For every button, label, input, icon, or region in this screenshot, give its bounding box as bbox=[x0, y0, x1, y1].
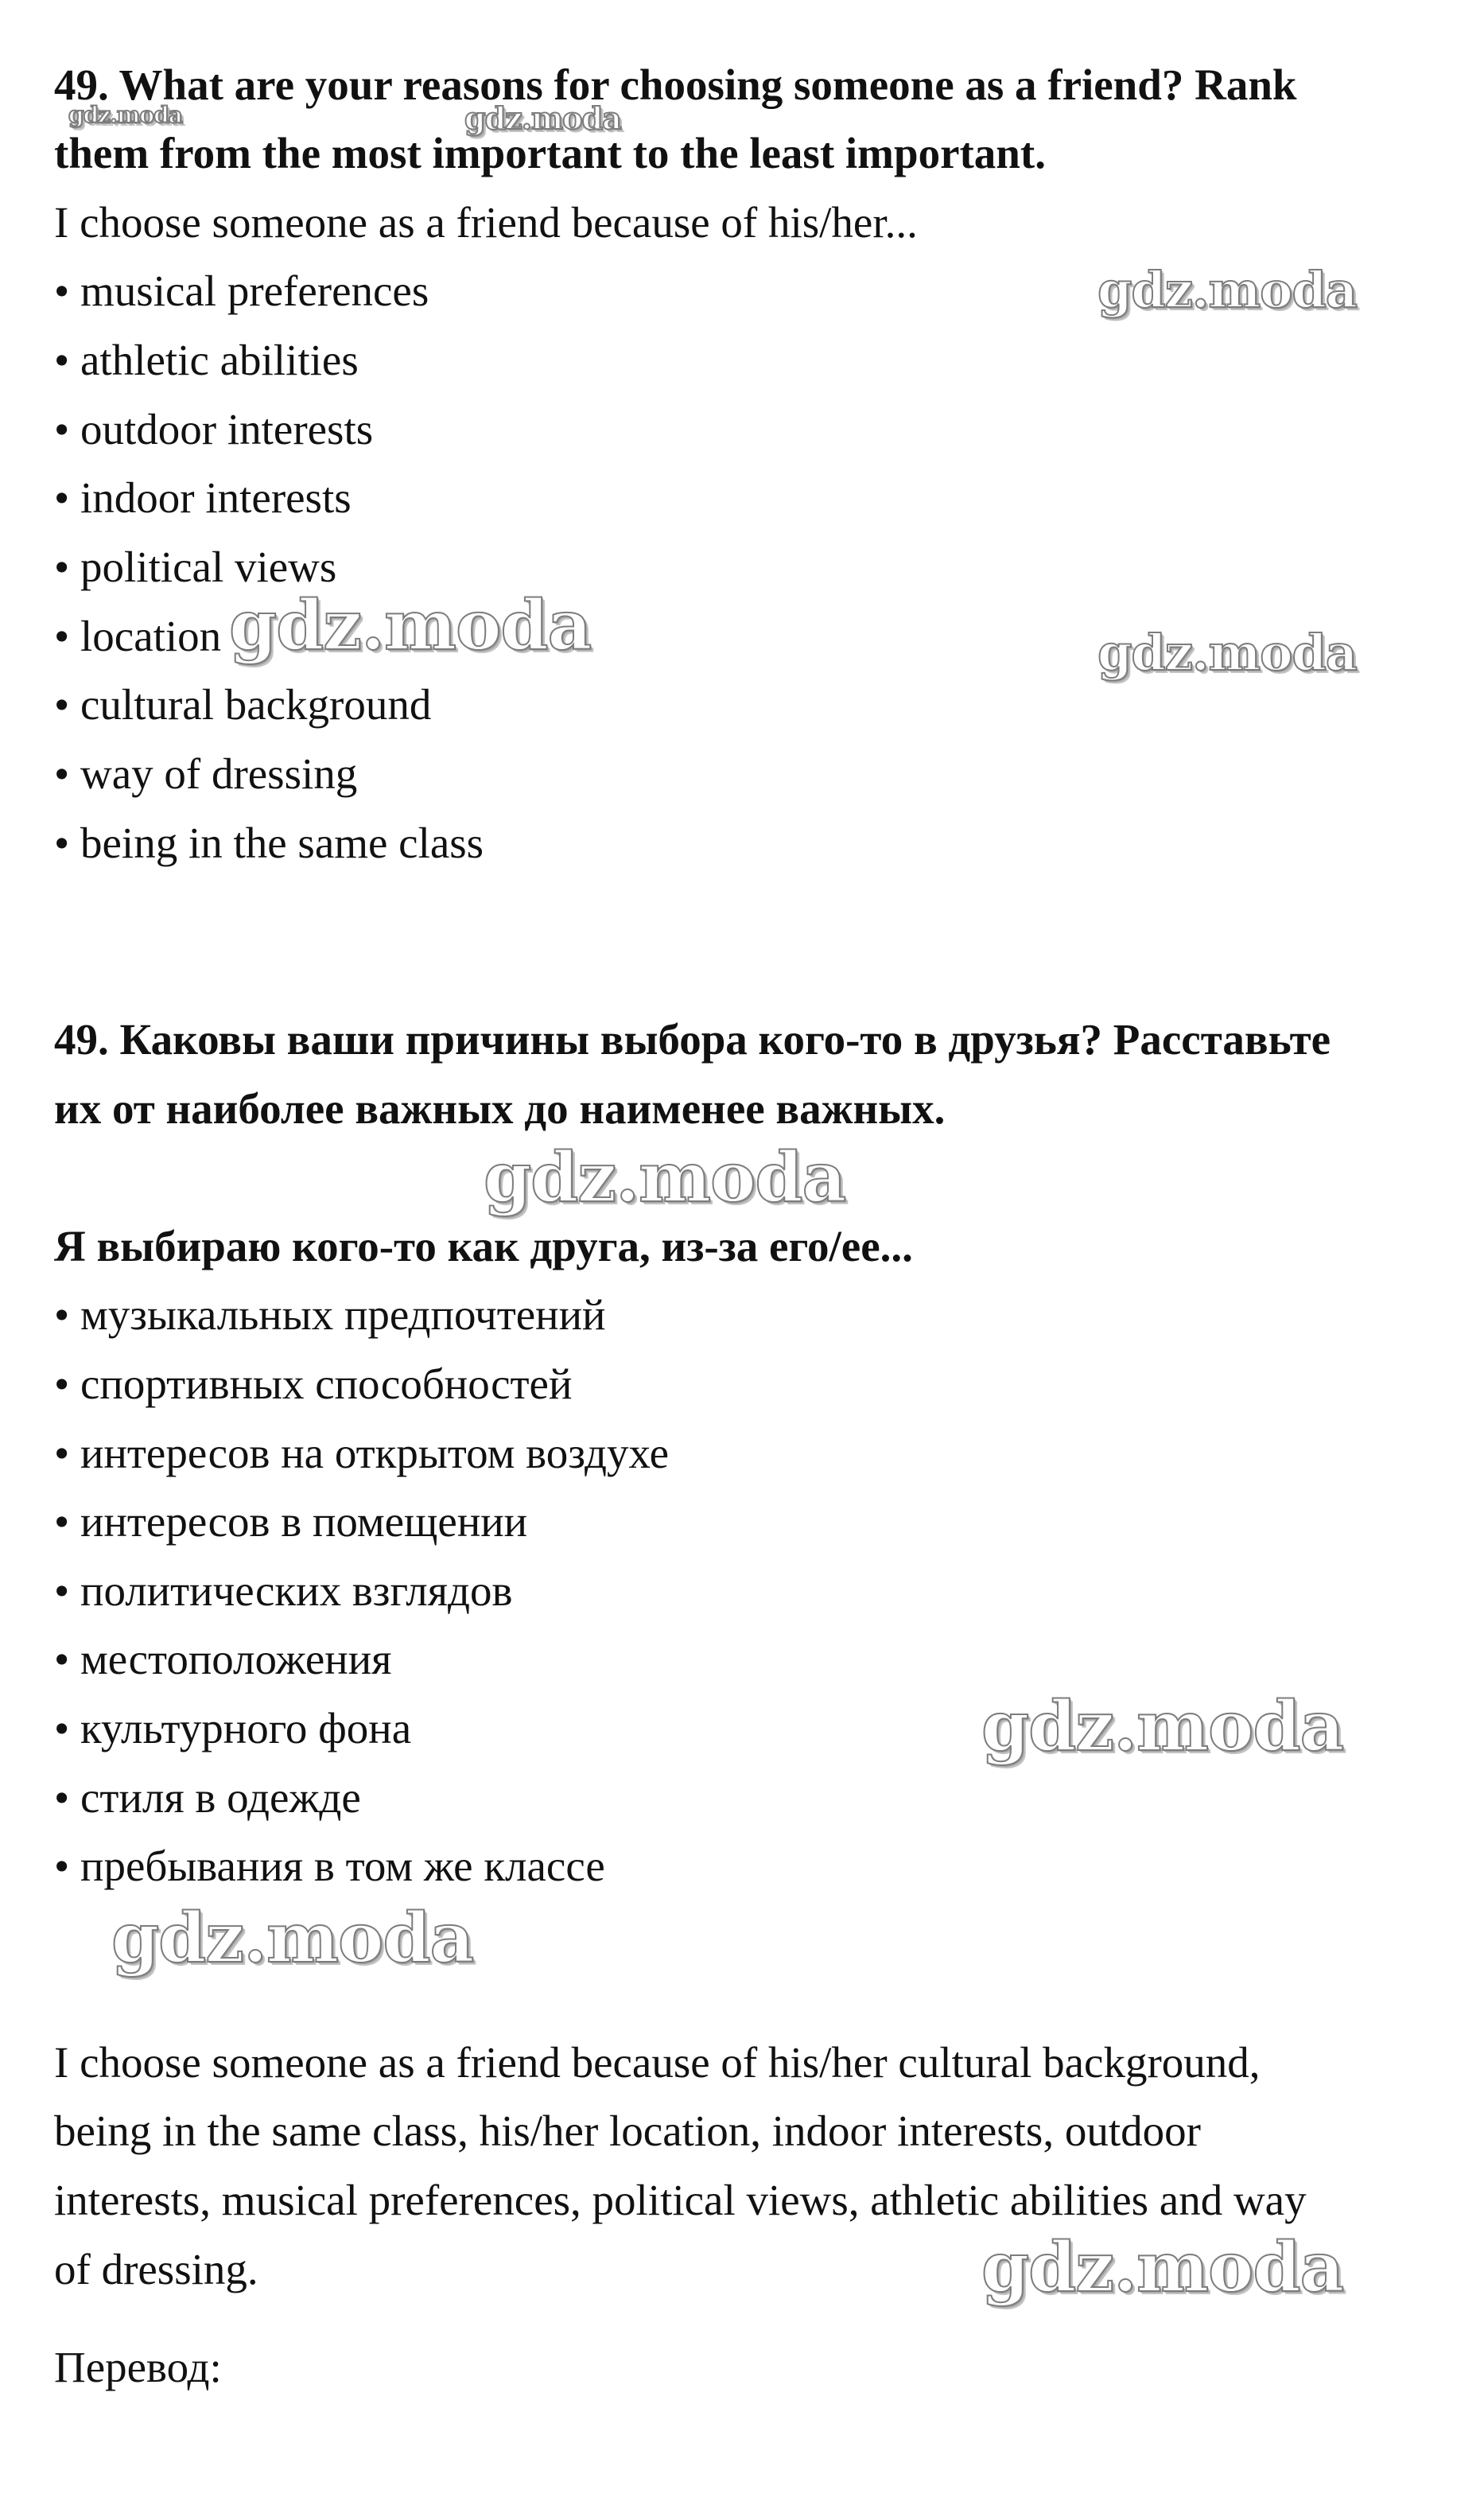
english-heading-line2: them from the most important to the least important. bbox=[54, 129, 1046, 177]
russian-list-item: • местоположения bbox=[54, 1635, 392, 1683]
english-heading-line1: 49. What are your reasons for choosing someone as a friend? Rank bbox=[54, 60, 1297, 109]
russian-list-item: • музыкальных предпочтений bbox=[54, 1290, 606, 1339]
russian-list-item: • интересов на открытом воздухе bbox=[54, 1429, 669, 1477]
english-list-item: • way of dressing bbox=[54, 749, 358, 798]
english-list-item: • musical preferences bbox=[54, 266, 429, 315]
english-intro: I choose someone as a friend because of his/her... bbox=[54, 198, 918, 247]
russian-list-item: • пребывания в том же классе bbox=[54, 1842, 605, 1890]
english-list-item: • political views bbox=[54, 543, 337, 591]
russian-list-item: • политических взглядов bbox=[54, 1566, 513, 1615]
russian-list-item: • интересов в помещении bbox=[54, 1497, 528, 1546]
watermark-logo: gdz.moda bbox=[1097, 261, 1357, 319]
russian-heading-line2: их от наиболее важных до наименее важных. bbox=[54, 1084, 946, 1133]
watermark-logo: gdz.moda bbox=[1097, 624, 1357, 682]
russian-heading-line1: 49. Каковы ваши причины выбора кого-то в друзья? Расставьте bbox=[54, 1015, 1331, 1064]
translation-label: Перевод: bbox=[54, 2343, 222, 2391]
watermark-logo: gdz.moda bbox=[111, 1898, 474, 1978]
watermark-logo: gdz.moda bbox=[484, 1138, 846, 1218]
watermark-logo: gdz.moda bbox=[981, 1686, 1344, 1767]
russian-intro: Я выбираю кого-то как друга, из-за его/ее... bbox=[54, 1222, 913, 1270]
russian-list-item: • культурного фона bbox=[54, 1704, 412, 1752]
english-list-item: • indoor interests bbox=[54, 473, 352, 522]
watermark-logo: gdz.moda bbox=[68, 102, 182, 128]
russian-list-item: • спортивных способностей bbox=[54, 1360, 573, 1408]
english-list-item: • outdoor interests bbox=[54, 405, 374, 453]
answer-line: interests, musical preferences, political views, athletic abilities and way bbox=[54, 2176, 1307, 2224]
answer-line: being in the same class, his/her location, indoor interests, outdoor bbox=[54, 2106, 1201, 2155]
russian-list-item: • стиля в одежде bbox=[54, 1773, 361, 1822]
english-list-item: • athletic abilities bbox=[54, 336, 359, 384]
watermark-logo: gdz.moda bbox=[464, 100, 621, 136]
english-list-item: • location bbox=[54, 612, 222, 660]
watermark-logo: gdz.moda bbox=[981, 2227, 1344, 2308]
watermark-logo: gdz.moda bbox=[229, 585, 592, 666]
english-list-item: • being in the same class bbox=[54, 819, 484, 867]
answer-line: of dressing. bbox=[54, 2245, 258, 2293]
answer-line: I choose someone as a friend because of his/her cultural background, bbox=[54, 2038, 1261, 2087]
english-list-item: • cultural background bbox=[54, 680, 432, 729]
